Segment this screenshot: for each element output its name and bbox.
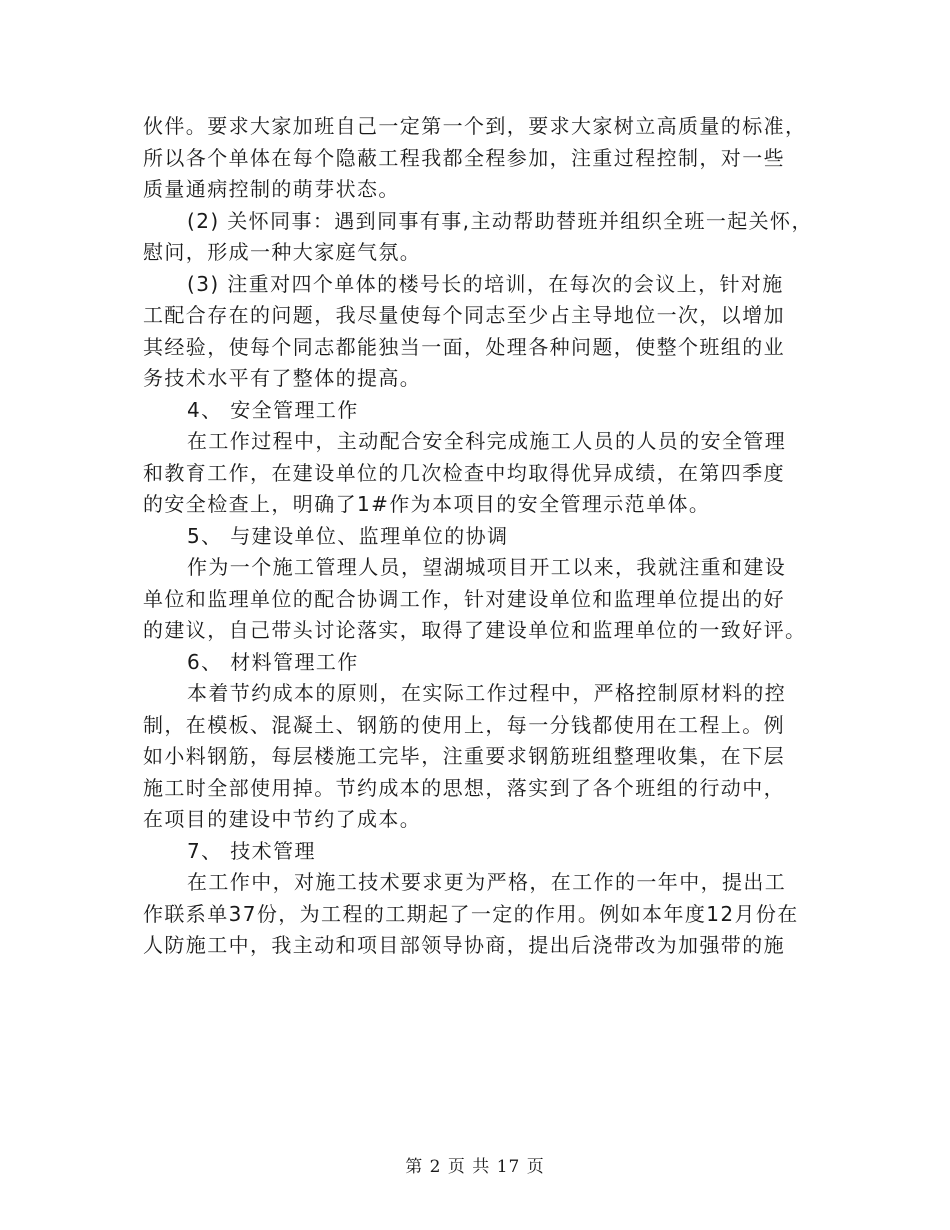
text-line: 的安全检查上，明确了1#作为本项目的安全管理示范单体。 [143,492,711,516]
section-heading: 7、 技术管理 [187,838,316,863]
text-line: (2) 关怀同事：遇到同事有事,主动帮助替班并组织全班一起关怀， [187,208,813,233]
text-line: 在工作中，对施工技术要求更为严格，在工作的一年中，提出工 [187,870,787,894]
text-line: 慰问，形成一种大家庭气氛。 [143,240,422,264]
text-line: 人防施工中，我主动和项目部领导协商，提出后浇带改为加强带的施 [143,933,785,957]
text-line: 施工时全部使用掉。节约成本的思想，落实到了各个班组的行动中， [143,775,785,800]
text-line: 和教育工作，在建设单位的几次检查中均取得优异成绩，在第四季度 [143,460,785,485]
text-line: 在工作过程中，主动配合安全科完成施工人员的人员的安全管理 [187,429,787,453]
text-line: 作联系单37份，为工程的工期起了一定的作用。例如本年度12月份在 [143,901,799,926]
section-heading: 4、 安全管理工作 [187,397,359,422]
text-line: 制，在模板、混凝土、钢筋的使用上，每一分钱都使用在工程上。例 [143,712,785,737]
text-line: 本着节约成本的原则，在实际工作过程中，严格控制原材料的控 [187,681,787,705]
text-line: 在项目的建设中节约了成本。 [143,807,422,831]
text-line: 的建议，自己带头讨论落实，取得了建设单位和监理单位的一致好评。 [143,618,807,642]
text-line: 所以各个单体在每个隐蔽工程我都全程参加，注重过程控制，对一些 [143,145,785,170]
text-line: 单位和监理单位的配合协调工作，针对建设单位和监理单位提出的好 [143,586,785,611]
body-text [143,111,823,962]
section-heading: 5、 与建设单位、监理单位的协调 [187,523,509,548]
text-line: 务技术水平有了整体的提高。 [143,366,422,390]
text-line: 质量通病控制的萌芽状态。 [143,177,400,201]
text-line: 如小料钢筋，每层楼施工完毕，注重要求钢筋班组整理收集，在下层 [143,744,785,768]
text-line: (3) 注重对四个单体的楼号长的培训，在每次的会议上，针对施 [187,271,784,296]
text-line: 伙伴。要求大家加班自己一定第一个到，要求大家树立高质量的标准， [143,114,807,138]
text-line: 工配合存在的问题，我尽量使每个同志至少占主导地位一次，以增加 [143,303,785,327]
text-line: 作为一个施工管理人员，望湖城项目开工以来，我就注重和建设 [187,555,787,579]
page-footer: 第 2 页 共 17 页 [405,1157,545,1177]
text-line: 其经验，使每个同志都能独当一面，处理各种问题，使整个班组的业 [143,334,785,359]
section-heading: 6、 材料管理工作 [187,649,359,674]
